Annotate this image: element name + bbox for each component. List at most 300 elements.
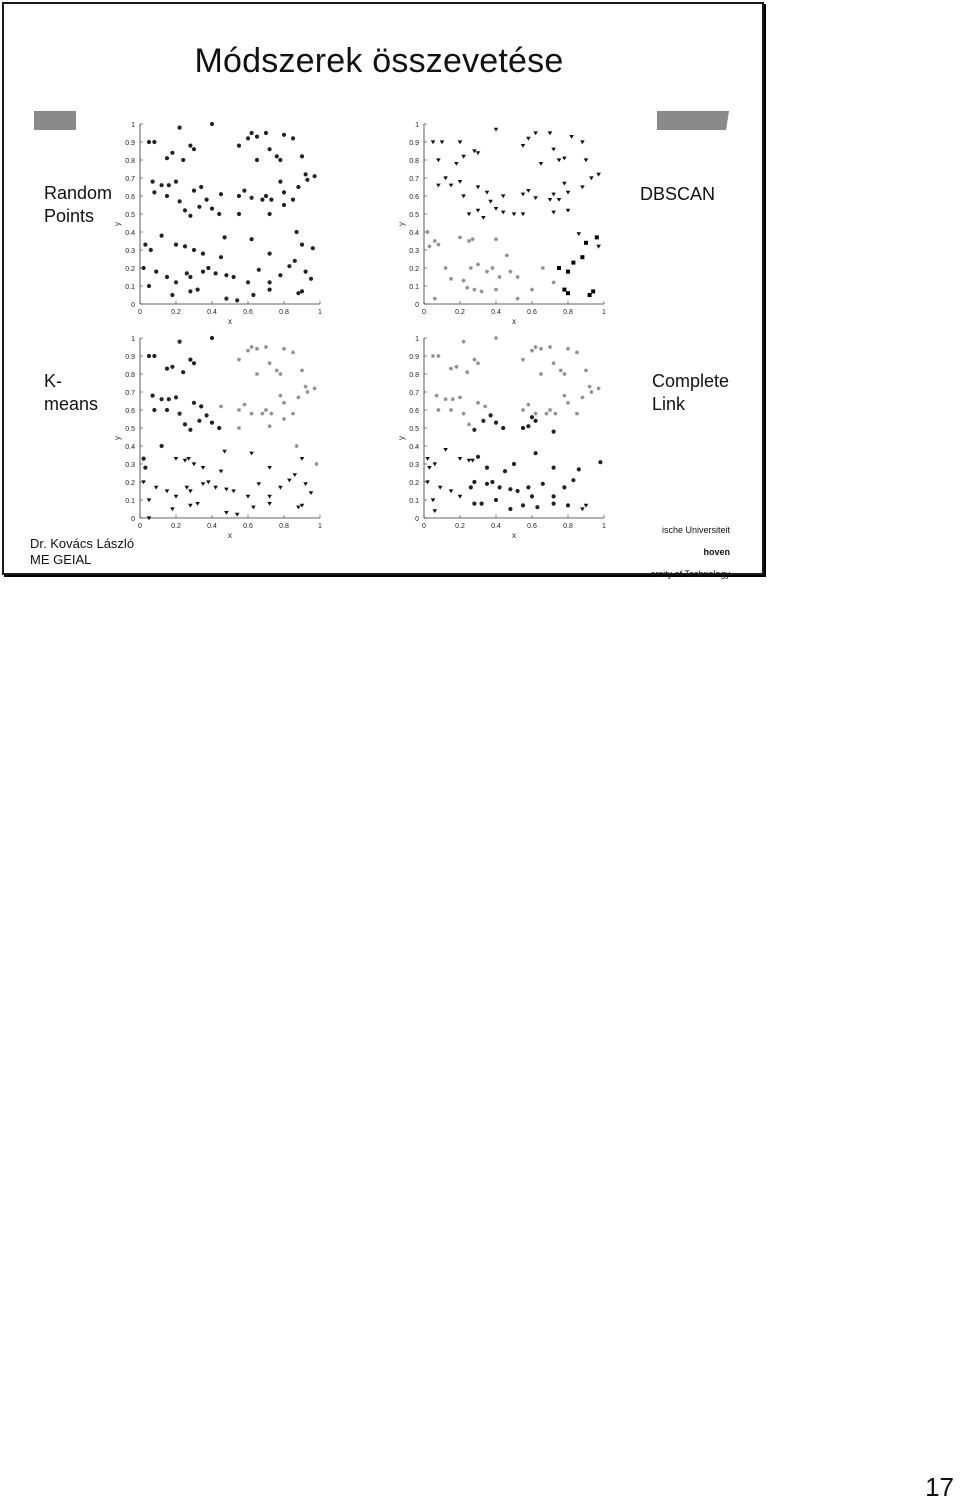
point-triangle	[526, 189, 531, 193]
point-square	[557, 266, 561, 270]
point-circle	[251, 293, 255, 297]
point-triangle	[551, 148, 556, 152]
point-circle	[183, 208, 187, 212]
point-star	[471, 237, 475, 241]
y-tick-label: 0.8	[125, 158, 135, 165]
point-star	[544, 412, 548, 416]
point-star	[449, 277, 453, 281]
point-triangle	[222, 450, 227, 454]
x-axis-label: x	[228, 317, 232, 324]
point-circle	[541, 482, 545, 486]
point-triangle	[596, 245, 601, 249]
point-circle	[174, 280, 178, 284]
y-tick-label: 0.8	[125, 372, 135, 379]
point-star	[237, 426, 241, 430]
point-star	[433, 297, 437, 301]
point-star	[588, 385, 592, 389]
point-circle	[223, 235, 227, 239]
point-circle	[165, 367, 169, 371]
y-tick-label: 0.9	[125, 140, 135, 147]
point-star	[300, 368, 304, 372]
y-tick-label: 0.6	[125, 408, 135, 415]
point-triangle	[566, 209, 571, 213]
point-circle	[534, 451, 538, 455]
point-circle	[149, 248, 153, 252]
point-star	[436, 408, 440, 412]
point-star	[480, 289, 484, 293]
x-tick-label: 0.4	[491, 309, 501, 316]
point-star	[476, 262, 480, 266]
point-star	[584, 368, 588, 372]
point-circle	[311, 246, 315, 250]
point-circle	[174, 180, 178, 184]
y-axis-label: y	[113, 222, 122, 226]
point-triangle	[521, 212, 526, 216]
point-circle	[282, 190, 286, 194]
y-tick-label: 0.6	[409, 194, 419, 201]
point-star	[449, 367, 453, 371]
point-circle	[147, 140, 151, 144]
university-logo-text	[640, 514, 730, 591]
y-tick-label: 0.5	[125, 212, 135, 219]
point-circle	[201, 252, 205, 256]
point-circle	[313, 174, 317, 178]
point-triangle	[569, 135, 574, 139]
point-star	[559, 368, 563, 372]
point-circle	[255, 158, 259, 162]
point-star	[566, 347, 570, 351]
point-triangle	[287, 479, 292, 483]
point-star	[553, 412, 557, 416]
point-triangle	[219, 470, 224, 474]
point-circle	[472, 480, 476, 484]
point-star	[462, 412, 466, 416]
point-triangle	[267, 502, 272, 506]
point-circle	[490, 480, 494, 484]
x-tick-label: 1	[318, 523, 322, 530]
point-circle	[152, 190, 156, 194]
point-circle	[278, 158, 282, 162]
point-circle	[264, 194, 268, 198]
point-triangle	[183, 459, 188, 463]
y-tick-label: 0.1	[409, 498, 419, 505]
x-tick-label: 1	[602, 309, 606, 316]
point-star	[526, 403, 530, 407]
point-star	[575, 412, 579, 416]
point-triangle	[512, 212, 517, 216]
y-tick-label: 0.7	[409, 390, 419, 397]
point-star	[552, 361, 556, 365]
point-triangle	[584, 504, 589, 508]
point-star	[282, 417, 286, 421]
y-tick-label: 0	[131, 516, 135, 523]
y-tick-label: 0.7	[125, 176, 135, 183]
university-line-2: hoven	[703, 547, 730, 557]
point-circle	[165, 194, 169, 198]
point-circle	[291, 136, 295, 140]
point-circle	[534, 419, 538, 423]
point-circle	[275, 154, 279, 158]
point-circle	[282, 203, 286, 207]
point-triangle	[224, 488, 229, 492]
point-circle	[142, 457, 146, 461]
point-circle	[160, 183, 164, 187]
point-square	[580, 255, 584, 259]
y-tick-label: 0.8	[409, 372, 419, 379]
scatter-svg	[112, 326, 322, 538]
point-circle	[530, 494, 534, 498]
point-circle	[552, 494, 556, 498]
point-circle	[508, 487, 512, 491]
point-triangle	[501, 194, 506, 198]
point-circle	[268, 252, 272, 256]
point-circle	[160, 397, 164, 401]
point-star	[250, 412, 254, 416]
point-star	[260, 412, 264, 416]
x-tick-label: 0	[138, 523, 142, 530]
point-circle	[192, 189, 196, 193]
point-circle	[494, 421, 498, 425]
point-circle	[197, 419, 201, 423]
point-circle	[199, 404, 203, 408]
y-tick-label: 0.7	[409, 176, 419, 183]
point-triangle	[551, 193, 556, 197]
point-star	[431, 354, 435, 358]
point-star	[449, 408, 453, 412]
y-tick-label: 0.9	[125, 354, 135, 361]
point-circle	[192, 361, 196, 365]
point-square	[571, 261, 575, 265]
point-circle	[151, 394, 155, 398]
point-triangle	[548, 198, 553, 202]
point-star	[268, 424, 272, 428]
point-triangle	[231, 489, 236, 493]
point-circle	[147, 354, 151, 358]
point-triangle	[557, 158, 562, 162]
point-triangle	[431, 498, 436, 502]
x-tick-label: 0.6	[527, 523, 537, 530]
point-circle	[219, 255, 223, 259]
point-circle	[201, 270, 205, 274]
point-star	[566, 401, 570, 405]
point-circle	[210, 207, 214, 211]
point-triangle	[195, 502, 200, 506]
point-star	[436, 354, 440, 358]
point-star	[485, 270, 489, 274]
university-line-1: ische Universiteit	[661, 525, 730, 535]
point-star	[541, 266, 545, 270]
point-circle	[160, 234, 164, 238]
point-circle	[167, 397, 171, 401]
y-tick-label: 0.3	[409, 248, 419, 255]
point-triangle	[201, 466, 206, 470]
point-triangle	[461, 155, 466, 159]
point-star	[237, 358, 241, 362]
point-triangle	[580, 507, 585, 511]
point-star	[444, 397, 448, 401]
point-star	[278, 394, 282, 398]
point-circle	[250, 237, 254, 241]
point-triangle	[427, 466, 432, 470]
point-square	[584, 241, 588, 245]
point-circle	[552, 430, 556, 434]
point-circle	[181, 158, 185, 162]
point-triangle	[521, 193, 526, 197]
point-star	[451, 397, 455, 401]
y-tick-label: 0.2	[409, 266, 419, 273]
point-star	[534, 345, 538, 349]
point-circle	[526, 424, 530, 428]
slide	[2, 2, 764, 579]
point-triangle	[433, 462, 438, 466]
point-circle	[174, 395, 178, 399]
point-triangle	[458, 180, 463, 184]
point-star	[454, 365, 458, 369]
point-triangle	[165, 489, 170, 493]
point-triangle	[293, 473, 298, 477]
point-circle	[178, 126, 182, 130]
point-triangle	[431, 140, 436, 144]
point-circle	[264, 131, 268, 135]
point-circle	[268, 280, 272, 284]
point-circle	[217, 212, 221, 216]
y-tick-label: 0.1	[125, 498, 135, 505]
point-triangle	[562, 182, 567, 186]
point-triangle	[449, 489, 454, 493]
point-triangle	[580, 185, 585, 189]
point-star	[295, 444, 299, 448]
point-star	[313, 386, 317, 390]
point-star	[291, 412, 295, 416]
point-circle	[210, 421, 214, 425]
point-circle	[165, 156, 169, 160]
point-circle	[521, 503, 525, 507]
point-triangle	[440, 140, 445, 144]
point-circle	[246, 280, 250, 284]
point-circle	[181, 370, 185, 374]
point-triangle	[246, 495, 251, 499]
point-star	[465, 286, 469, 290]
point-circle	[210, 336, 214, 340]
point-triangle	[188, 504, 193, 508]
point-circle	[501, 426, 505, 430]
slide-title: Módszerek összevetése	[194, 42, 564, 80]
y-tick-label: 0.2	[409, 480, 419, 487]
decorative-bar-left	[34, 111, 76, 130]
point-circle	[296, 291, 300, 295]
point-triangle	[521, 144, 526, 148]
y-tick-label: 0.9	[409, 354, 419, 361]
point-circle	[516, 489, 520, 493]
point-triangle	[188, 489, 193, 493]
point-circle	[188, 214, 192, 218]
point-circle	[188, 289, 192, 293]
point-star	[467, 422, 471, 426]
y-tick-label: 1	[415, 122, 419, 129]
point-triangle	[562, 157, 567, 161]
point-triangle	[309, 491, 314, 495]
point-triangle	[557, 198, 562, 202]
point-triangle	[533, 131, 538, 135]
point-triangle	[494, 128, 499, 132]
point-star	[516, 275, 520, 279]
plot-complete-link	[396, 326, 606, 538]
point-circle	[178, 199, 182, 203]
point-circle	[503, 469, 507, 473]
point-star	[219, 404, 223, 408]
point-circle	[278, 273, 282, 277]
point-circle	[224, 297, 228, 301]
point-circle	[147, 284, 151, 288]
point-star	[472, 288, 476, 292]
x-tick-label: 0.8	[279, 523, 289, 530]
point-triangle	[596, 173, 601, 177]
point-circle	[154, 270, 158, 274]
point-star	[575, 350, 579, 354]
point-star	[291, 350, 295, 354]
point-circle	[268, 288, 272, 292]
x-tick-label: 0.6	[527, 309, 537, 316]
point-star	[483, 404, 487, 408]
point-star	[562, 394, 566, 398]
page-number: 17	[925, 1472, 954, 1502]
point-circle	[293, 259, 297, 263]
x-tick-label: 1	[318, 309, 322, 316]
point-triangle	[185, 486, 190, 490]
scatter-svg	[396, 112, 606, 324]
y-tick-label: 0	[415, 516, 419, 523]
point-circle	[300, 154, 304, 158]
point-triangle	[470, 459, 475, 463]
point-triangle	[494, 207, 499, 211]
point-triangle	[206, 480, 211, 484]
point-triangle	[580, 140, 585, 144]
point-triangle	[467, 459, 472, 463]
point-circle	[165, 275, 169, 279]
point-circle	[183, 244, 187, 248]
point-triangle	[201, 482, 206, 486]
point-circle	[485, 466, 489, 470]
point-circle	[196, 288, 200, 292]
point-triangle	[257, 482, 262, 486]
point-star	[530, 288, 534, 292]
point-circle	[151, 180, 155, 184]
point-triangle	[249, 452, 254, 456]
point-triangle	[224, 511, 229, 515]
point-star	[237, 408, 241, 412]
point-circle	[552, 466, 556, 470]
point-star	[264, 408, 268, 412]
label-complete-link: Complete Link	[652, 371, 730, 414]
point-circle	[489, 413, 493, 417]
point-circle	[160, 444, 164, 448]
point-circle	[183, 422, 187, 426]
point-triangle	[267, 466, 272, 470]
x-tick-label: 0	[138, 309, 142, 316]
point-triangle	[438, 486, 443, 490]
y-axis-label: y	[397, 222, 406, 226]
point-star	[476, 401, 480, 405]
point-circle	[472, 502, 476, 506]
x-tick-label: 1	[602, 523, 606, 530]
point-triangle	[174, 457, 179, 461]
plot-kmeans	[112, 326, 322, 538]
point-circle	[242, 189, 246, 193]
point-star	[539, 347, 543, 351]
point-triangle	[174, 495, 179, 499]
point-star	[462, 279, 466, 283]
point-star	[476, 361, 480, 365]
point-square	[595, 235, 599, 239]
point-triangle	[533, 196, 538, 200]
point-triangle	[436, 184, 441, 188]
point-circle	[206, 266, 210, 270]
point-circle	[250, 131, 254, 135]
point-circle	[472, 428, 476, 432]
x-tick-label: 0.8	[563, 309, 573, 316]
point-circle	[268, 147, 272, 151]
point-circle	[246, 136, 250, 140]
point-triangle	[551, 211, 556, 215]
x-tick-label: 0.8	[563, 523, 573, 530]
y-tick-label: 0.3	[125, 462, 135, 469]
x-tick-label: 0.4	[491, 523, 501, 530]
point-triangle	[267, 495, 272, 499]
point-circle	[571, 478, 575, 482]
point-star	[548, 408, 552, 412]
point-circle	[481, 419, 485, 423]
point-circle	[480, 502, 484, 506]
y-tick-label: 0.4	[125, 444, 135, 451]
point-triangle	[443, 176, 448, 180]
point-star	[548, 345, 552, 349]
point-circle	[305, 178, 309, 182]
point-triangle	[584, 158, 589, 162]
y-tick-label: 1	[131, 122, 135, 129]
point-circle	[232, 275, 236, 279]
point-star	[250, 345, 254, 349]
point-star	[494, 237, 498, 241]
point-square	[588, 293, 592, 297]
point-star	[433, 239, 437, 243]
point-star	[562, 372, 566, 376]
point-circle	[197, 205, 201, 209]
point-star	[521, 358, 525, 362]
point-circle	[143, 466, 147, 470]
plot-random-points	[112, 112, 322, 324]
point-star	[552, 280, 556, 284]
y-tick-label: 0.6	[409, 408, 419, 415]
point-star	[465, 370, 469, 374]
point-triangle	[488, 200, 493, 204]
point-star	[498, 275, 502, 279]
point-star	[508, 270, 512, 274]
y-tick-label: 0.5	[125, 426, 135, 433]
point-star	[264, 345, 268, 349]
point-circle	[287, 264, 291, 268]
point-circle	[192, 147, 196, 151]
point-triangle	[425, 457, 430, 461]
point-star	[305, 390, 309, 394]
point-star	[314, 462, 318, 466]
point-circle	[268, 212, 272, 216]
point-circle	[205, 413, 209, 417]
y-tick-label: 0.2	[125, 480, 135, 487]
point-triangle	[458, 140, 463, 144]
point-circle	[170, 293, 174, 297]
point-triangle	[213, 486, 218, 490]
point-circle	[142, 266, 146, 270]
